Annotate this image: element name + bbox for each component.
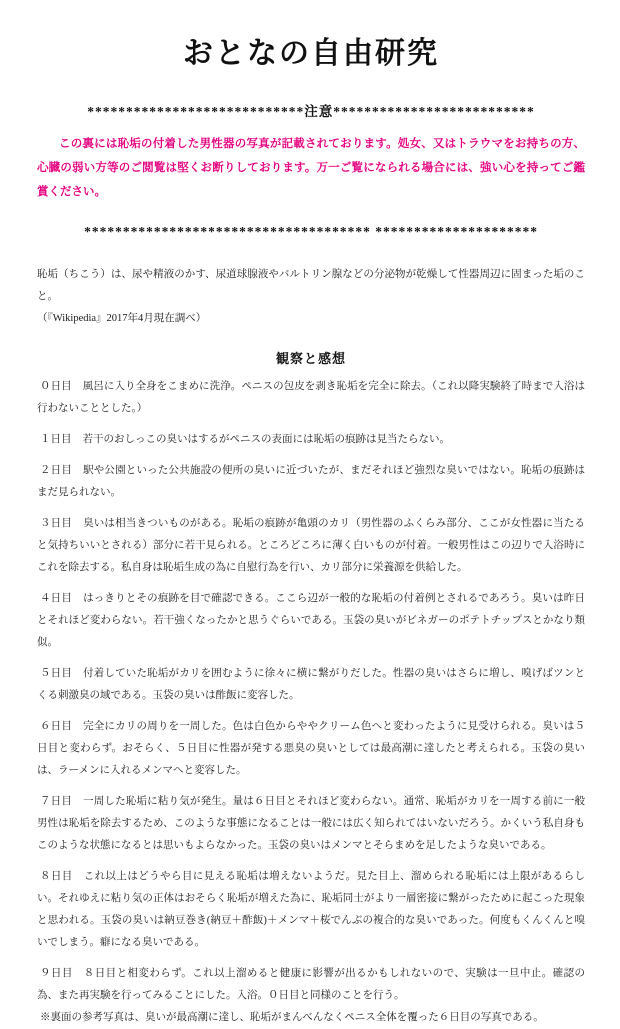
entry-text: これ以上はどうやら目に見える恥垢は増えないようだ。見た目上、溜められる恥垢には上限があるらしい。それゆえに粘り気の正体はおそらく恥垢が増えた為に、恥垢同士がより一層密接に繋がったために起こった現象と思われる。玉袋の臭いは納豆巻き(納豆＋酢飯)＋メンマ＋桜でんぶの複合的な臭いであった。何度もくんくんと嗅いでしまう。癖になる臭いである。 — [37, 871, 585, 948]
entry-text: 一周した恥垢に粘り気が発生。量は６日目とそれほど変わらない。通常、恥垢がカリを一周する前に一般男性は恥垢を除去するため、このような事態になることは一般には広く知られてはいないだろう。かくいう私自身もこのような状態になるとは思いもよらなかった。玉袋の臭いはメンマとそらまめを足したような臭いである。 — [37, 796, 586, 851]
definition-paragraph — [37, 264, 585, 330]
diary-entry-day9 — [37, 963, 585, 1007]
notice-divider-bottom: ************************************* ********************* — [84, 224, 538, 239]
page-title: おとなの自由研究 — [183, 37, 439, 70]
diary-entry-day2 — [37, 460, 585, 504]
entry-day-label: ５日目 — [40, 668, 73, 679]
definition-text: 恥垢（ちこう）は、尿や精液のかす、尿道球腺液やバルトリン腺などの分泌物が乾燥して性器周辺に固まった垢のこと。 — [37, 269, 585, 302]
notice-divider-top: ****************************注意************************** — [87, 104, 535, 119]
entry-day-label: ６日目 — [40, 721, 73, 732]
entry-text: 付着していた恥垢がカリを囲むように徐々に横に繋がりだした。性器の臭いはさらに増し、嗅げばツンとくる刺激臭の域である。玉袋の臭いは酢飯に変容した。 — [37, 668, 586, 701]
diary-entry-day8 — [37, 866, 585, 954]
entry-text: 若干のおしっこの臭いはするがペニスの表面には恥垢の痕跡は見当たらない。 — [82, 434, 450, 445]
entry-text: 駅や公園といった公共施設の便所の臭いに近づいたが、まだそれほど強烈な臭いではない。恥垢の痕跡はまだ見られない。 — [37, 465, 586, 498]
entry-day-label: ９日目 — [40, 968, 73, 979]
entry-day-label: １日目 — [40, 434, 72, 445]
entry-day-label: ４日目 — [40, 593, 73, 604]
diary-entry-day1 — [37, 429, 585, 451]
entry-day-label: ３日目 — [40, 518, 73, 529]
diary-entry-day0 — [37, 376, 585, 420]
warning-text: この裏には恥垢の付着した男性器の写真が記載されております。処女、又はトラウマをお持ちの方、心臓の弱い方等のご閲覧は堅くお断りしております。万一ご覧になられる場合には、強い心を持ってご鑑賞ください。 — [37, 138, 585, 198]
diary-entry-day5 — [37, 663, 585, 707]
entry-text: 完全にカリの周りを一周した。色は白色からややクリーム色へと変わったように見受けられる。臭いは５日目と変わらず。おそらく、５日目に性器が発する悪臭の臭いとしては最高潮に達したと考えられる。玉袋の臭いは、ラーメンに入れるメンマへと変容した。 — [37, 721, 585, 776]
entry-text: 風呂に入り全身をこまめに洗浄。ペニスの包皮を剥き恥垢を完全に除去。（これ以降実験終了時まで入浴は行わないこととした。） — [37, 381, 586, 414]
entry-day-label: ７日目 — [40, 796, 73, 807]
section-heading: 観察と感想 — [275, 351, 346, 366]
entry-day-label: ２日目 — [40, 465, 73, 476]
diary-entry-day7 — [37, 791, 585, 857]
definition-citation: （『Wikipedia』2017年4月現在調べ） — [37, 313, 207, 324]
entry-day-label: ８日目 — [40, 871, 73, 882]
footnote-text: ※裏面の参考写真は、臭いが最高潮に達し、恥垢がまんべんなくペニス全体を覆った６日目の写真である。 — [40, 1012, 544, 1023]
entry-text: はっきりとその痕跡を目で確認できる。ここら辺が一般的な恥垢の付着例とされるであろう。臭いは昨日とそれほど変わらない。若干強くなったかと思うぐらいである。玉袋の臭いがビネガーのポテトチップスとかなり類似。 — [37, 593, 585, 648]
diary-entry-day6 — [37, 716, 585, 782]
diary-entry-day3 — [37, 513, 585, 579]
diary-entry-day4 — [37, 588, 585, 654]
entry-text: 臭いは相当きついものがある。恥垢の痕跡が亀頭のカリ（男性器のふくらみ部分、ここが女性器に当たると気持ちいいとされる）部分に若干見られる。ところどころに薄く白いものが付着。一般男性はこの辺りで入浴時にこれを除去する。私自身は恥垢生成の為に自慰行為を行い、カリ部分に栄養源を供給した。 — [37, 518, 586, 573]
entry-text: ８日目と相変わらず。これ以上溜めると健康に影響が出るかもしれないので、実験は一旦中止。確認の為、また再実験を行ってみることにした。入浴。０日目と同様のことを行う。 — [37, 968, 586, 1001]
entry-day-label: ０日目 — [40, 381, 72, 392]
